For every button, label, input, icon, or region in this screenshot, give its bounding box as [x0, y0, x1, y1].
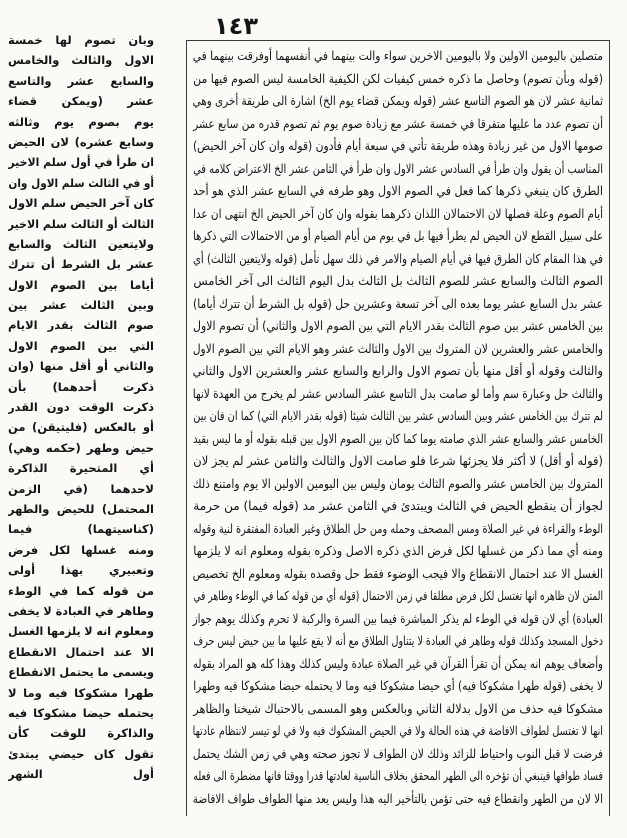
- main-text-line: على سبيل القطع لان الحيض لم يطرأ فيها بل في يوم من أيام الصيام أو من الاحتمالات التي ذكرها: [192, 228, 603, 243]
- margin-text-line: ويسمى ما يحتمل الانقطاع: [8, 665, 154, 680]
- main-text-line: المتروك بين الخامس عشر والصوم الثالث يومان وليس بين اليومين الاولين الا يوم وامتنع ذلك: [192, 475, 603, 491]
- margin-text-line: ان طرأ في أول سلم الاخير: [8, 155, 154, 170]
- margin-text-line: ومنه غسلها لكل فرض: [8, 542, 154, 557]
- margin-text-line: عشر (ويمكن قضاء: [8, 94, 154, 109]
- margin-text-line: التي بين الصوم الاول: [8, 338, 154, 353]
- main-text-line: والثالث حل وعبارة سم وأما لو صامت بدل التاسع عشر السادس عشر لم يخرج من العهدة لانها: [192, 385, 603, 401]
- main-text-line: وأضعاف يوهم انه يمكن أن تقرأ القرآن في غير الصلاة عبادة وليس كذلك وهذا كله هو المراد بقوله: [192, 655, 603, 671]
- main-text-line: متصلين باليومين الاولين ولا باليومين الاخرين سواء والت بينهما في أنفسهما أوفرقت بينهما في: [192, 48, 603, 63]
- main-text-line: بين الخامس عشر بين صوم الثالث بقدر الايام التي بين الصوم الاول والثاني) أن تصوم الاول: [192, 318, 604, 333]
- main-text-line: المتن لان ظاهره انها تغتسل لكل فرض مطلقا في زمن الاحتمال (قوله أي من قوله كما في الوطء وطاهر في: [193, 588, 603, 603]
- main-text-line: انها لا تغتسل لطواف الافاضة في هذه الحالة ولا في الحيض المشكوك فيه ولا في لو تيسر لانتظام عادتها: [192, 723, 603, 738]
- main-text-line: (قوله أو أقل) لا أكثر فلا يجزئها شرعا فلو صامت الاول والثالث والثامن عشر لم يجز لان: [193, 453, 604, 468]
- margin-text-line: ومعلوم انه لا يلزمها الغسل: [8, 624, 154, 639]
- margin-text-line: طهرا مشكوكا فيه وما لا: [8, 685, 154, 700]
- margin-text-line: تقول كان حيضي يبتدئ: [8, 746, 154, 761]
- main-text-line: ثمانية عشر لان هو الصوم التاسع عشر (قوله ويمكن قضاء يوم الخ) اشارة الى طريقة أخرى وهي: [192, 93, 603, 108]
- main-text-line: والثالث وقوله أو أقل منها بأن تصوم الاول والرابع والسابع عشر والعشرين الاول والثاني: [192, 363, 603, 378]
- margin-text-line: وطاهر في العبادة لا يخفى: [8, 603, 154, 618]
- margin-text-line: ذكرت الوقت دون القدر: [8, 400, 154, 415]
- margin-text-line: المحتمل) للحيض والطهر: [8, 501, 154, 516]
- main-text-line: الوطء والقراءة في غير الصلاة ومس المصحف وحمله ومن حل الطلاق وغير العبادة المفتقرة لنية وقوله: [193, 520, 603, 536]
- main-text-line: الطرق كان ينبغي ذكرها كما فعل في الصوم الاول وهو طرفه في السابع عشر الذي هو أحد: [192, 183, 603, 198]
- margin-text-line: كان آخر الحيض سلم الاول: [8, 196, 154, 211]
- main-text-line: الغسل الا عند احتمال الانقطاع والا فيجب الوضوء فقط حل وقصده بقوله ومعلوم الخ تخصيص: [192, 565, 603, 581]
- main-text-line: الخامس عشر والسابع عشر الذي صامته يوما كما كان بين الصوم الاول بين قبله بقوله أو ما ليس بقيد: [193, 430, 604, 446]
- margin-text-line: عشر بل الشرط أن تترك: [8, 257, 154, 272]
- margin-text-line: والثاني أو أقل منها (وان: [8, 359, 154, 374]
- main-text-line: صومها الاول من غير زيادة وهذه طريقة تأتي في سبعة أيام فأدون (قوله وان كان آخر الحيض): [192, 138, 604, 153]
- margin-text-line: لاحدهما (في الزمن: [8, 481, 154, 496]
- main-text-line: والخامس عشر والعشرين لان المتروك بين الاول والثالث عشر وهو الايام التي بين الصوم الاول: [192, 340, 604, 356]
- main-text-line: (قوله وبأن تصوم) وحاصل ما ذكره خمس كيفيات لكن الكيفية الخامسة ليس الصوم فيها من: [193, 70, 603, 86]
- margin-text-line: أو بالعكس (فليتيقن) من: [8, 420, 154, 435]
- margin-text-line: يوم بصوم يوم وثالثه: [8, 114, 154, 129]
- margin-text-line: أي المتحيرة الذاكرة: [8, 461, 154, 476]
- main-text-line: فرضت لا قبل النوب واحتياط للزائد وذلك لان الطواف لا تجوز صحته وهي في زمن الشك يحتمل: [192, 745, 603, 761]
- margin-text-line: (كناسيتهما) فيما: [8, 522, 154, 537]
- main-text-line: العبادة) أي لان قوله في الوطء لم يذكر المباشرة فيما بين السرة والركبة لا تحرم وكذلك يوهم جواز: [192, 610, 603, 626]
- main-text-line: أيام الصوم وعلة فصلها لان الاحتمالان اللذان ذكرهما بقوله وان كان آخر الحيض الخ انتهى ان عدا: [193, 205, 603, 221]
- main-text-block: [186, 40, 610, 816]
- margin-text-line: وتعبيري بهذا أولى: [8, 563, 154, 578]
- main-text-line: دخول المسجد وكذلك قوله وطاهر في العبادة لا يتناول الطلاق مع أنه لا يقع عليها ما بين حيض ليس حرف: [193, 633, 603, 648]
- margin-text-line: وسابع عشره) لان الحيض: [8, 134, 154, 149]
- margin-text-line: الاول والثالث والخامس: [8, 53, 154, 68]
- main-text-line: المناسب أن يقول وان طرأ في السادس عشر الاول وان طرأ في الثامن عشر الخ الاعتراض كلامه في: [193, 160, 603, 176]
- margin-text-line: صوم الثالث بقدر الايام: [8, 318, 154, 333]
- margin-text-line: أياما بين الصوم الاول: [8, 277, 154, 292]
- main-text-line: فساد طوافها فينبغي أن تؤخره الى الطهر المحقق بخلاف الناسية لعادتها قدرا ووقتا فانها مضطرة الى فعله: [193, 768, 604, 783]
- page-number: ١٤٣: [214, 12, 258, 40]
- margin-text-line: وبان تصوم لها خمسة: [8, 33, 154, 47]
- marginal-commentary: [8, 30, 154, 810]
- margin-text-line: الا عند احتمال الانقطاع: [8, 644, 154, 659]
- main-text-line: الصوم الثالث والسابع عشر للصوم الثالث بل الثالث بدل اليوم الثالث الى آخر الخامس: [193, 273, 604, 288]
- margin-text-line: ذكرت أحدهما) بأن: [8, 379, 154, 394]
- margin-text-line: ولايتعين الثالث والسابع: [8, 236, 154, 251]
- main-text-line: لم تترك بين الخامس عشر وبين السادس عشر بين الثالث شيئا (قوله بقدر الايام التي) كما ان فان بين: [193, 408, 603, 423]
- main-text-line: في هذا المقام كان الطرق فيها في أيام الصيام والامر في ذلك سهل تأمل (قوله ولايتعين الثالث) أي: [192, 250, 603, 266]
- margin-text-line: من قوله كما في الوطء: [8, 583, 154, 598]
- main-text-line: الا لان من الطهر وانقطاع فيه حتى تؤمن بالتأخير اليه هذا وليس يعد منها الطواف طواف الافاضة: [192, 790, 603, 806]
- margin-text-line: يحتمله حيضا مشكوكا فيه: [8, 705, 154, 720]
- main-text-line: ومنه أي مما ذكر من غسلها لكل فرض الذي ذكره الاصل وذكره بقوله ومعلوم انه لا يلزمها: [193, 543, 604, 558]
- main-text-line: لجواز أن ينقطع الحيض في الثالث ويبتدئ في الثامن عشر مد (قوله فيما) من حرمة: [193, 498, 603, 513]
- margin-text-line: حيض وطهر (حكمه وهي): [8, 440, 154, 455]
- margin-text-line: وبين الثالث عشر بين: [8, 298, 154, 313]
- main-text-line: أن تصوم عدد ما عليها متفرقا في خمسة عشر مع زيادة صوم يوم ثم تصوم قدره من سابع عشر: [193, 115, 604, 131]
- margin-text-line: الثالث أو الثالث سلم الاخير: [8, 216, 154, 231]
- margin-text-line: أول الشهر: [8, 767, 154, 782]
- margin-text-line: أو في الثالث سلم الاول وان: [8, 175, 154, 190]
- margin-text-line: والذاكرة للوقت كأن: [8, 726, 154, 741]
- main-text-line: مشكوكا فيه حذف من الاول بدلالة الثاني وبالعكس وهو المسمى بالاحتباك شيخنا والظاهر: [193, 700, 603, 716]
- main-text-line: لا يخفى (قوله طهرا مشكوكا فيه) أي حيضا مشكوكا فيه وما لا يحتمله حيضا مشكوكا فيه وطهرا: [193, 678, 603, 693]
- margin-text-line: والسابع عشر والتاسع: [8, 73, 154, 88]
- main-text-line: عشر بدل السابع عشر يوما بعده الى آخر تسعة وعشرين حل (قوله بل الشرط أن تترك أياما): [193, 295, 603, 311]
